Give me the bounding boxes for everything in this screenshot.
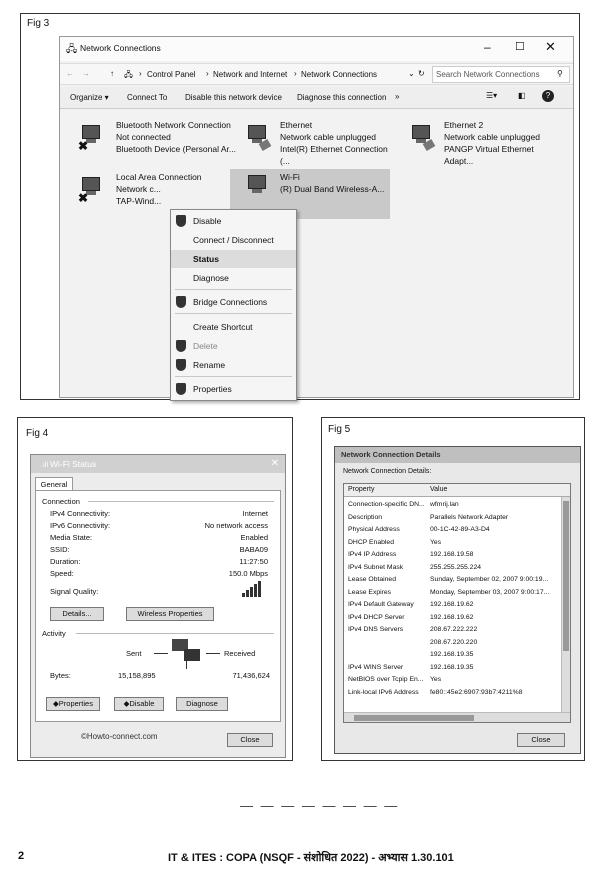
property-cell: IPv4 Default Gateway [348, 601, 414, 608]
property-cell: IPv4 WINS Server [348, 663, 404, 671]
menu-item-bridge-connections[interactable]: Bridge Connections [171, 293, 296, 311]
table-row[interactable] [344, 499, 570, 510]
value-cell: 192.168.19.35 [430, 663, 474, 671]
property-cell: Physical Address [348, 526, 400, 533]
details-button[interactable]: Details... [50, 607, 104, 621]
menu-item-disable[interactable]: Disable [171, 212, 296, 230]
figure-label: Fig 5 [328, 424, 351, 435]
menu-separator [175, 289, 292, 290]
value-cell: wfmrij.lan [430, 501, 459, 508]
menu-separator [175, 376, 292, 377]
bytes-sent: 15,158,895 [118, 671, 156, 680]
value-cell: 192.168.19.35 [430, 651, 474, 658]
tab-panel [35, 490, 281, 722]
wireless-properties-button[interactable]: Wireless Properties [126, 607, 214, 621]
shield-icon [176, 215, 186, 227]
close-button[interactable]: Close [227, 733, 273, 747]
close-icon[interactable]: ✕ [545, 39, 556, 54]
sent-label: Sent [126, 649, 142, 658]
bytes-received: 71,436,624 [232, 671, 270, 680]
shield-icon [176, 383, 186, 395]
control-panel-icon: 🖧 [124, 70, 133, 79]
property-cell: DHCP Enabled [348, 538, 394, 546]
view-options-icon[interactable]: ☰▾ [486, 91, 498, 100]
property-cell: IPv4 Subnet Mask [348, 563, 404, 571]
chevron-right-icon: › [294, 69, 297, 78]
network-computers-icon [172, 639, 202, 669]
connection-status: Network cable unplugged [444, 132, 540, 142]
figure-3 [20, 13, 580, 400]
breadcrumb-control-panel[interactable]: Control Panel [147, 70, 196, 79]
connect-to-button[interactable]: Connect To [127, 93, 168, 102]
divider [76, 633, 274, 634]
value-cell: 255.255.255.224 [430, 563, 482, 571]
property-cell: IPv4 IP Address [348, 551, 397, 558]
title-bar [60, 37, 573, 61]
table-row[interactable] [344, 674, 570, 685]
speed-value: 150.0 Mbps [228, 569, 268, 578]
bytes-label: Bytes: [50, 671, 71, 680]
title-bar [31, 455, 285, 473]
ipv4-value: Internet [242, 509, 268, 518]
table-row[interactable] [344, 587, 570, 598]
connection-device: Intel(R) Ethernet Connection (... [280, 144, 388, 166]
value-cell: Yes [430, 538, 442, 546]
organize-button[interactable]: Organize ▾ [70, 93, 109, 102]
table-row[interactable] [344, 624, 570, 635]
signal-bars-icon [242, 581, 262, 597]
close-icon[interactable]: ✕ [270, 458, 279, 469]
page-number: 2 [18, 850, 25, 862]
property-cell: Link-local IPv6 Address [348, 688, 419, 696]
duration-value: 11:27:50 [239, 557, 268, 566]
connection-device: (R) Dual Band Wireless-A... [280, 184, 385, 194]
vertical-scrollbar[interactable] [561, 497, 570, 712]
menu-item-properties[interactable]: Properties [171, 380, 296, 398]
more-button[interactable]: » [395, 92, 400, 101]
details-table [343, 483, 571, 723]
table-row[interactable] [344, 612, 570, 623]
figure-label: Fig 4 [26, 428, 49, 439]
connection-heading: Connection [42, 497, 80, 506]
ssid-label: SSID: [50, 545, 70, 554]
media-state-label: Media State: [50, 533, 93, 542]
shield-icon [176, 296, 186, 308]
close-button[interactable]: Close [517, 733, 565, 747]
menu-item-connect-disconnect[interactable]: Connect / Disconnect [193, 235, 274, 245]
property-cell: Lease Expires [348, 588, 392, 596]
properties-button[interactable]: ◆Properties [46, 697, 100, 711]
connection-name: Ethernet [280, 120, 313, 130]
breadcrumb-network-internet[interactable]: Network and Internet [213, 70, 288, 79]
figure-5 [321, 417, 585, 761]
menu-item-delete[interactable]: Delete [171, 337, 296, 355]
property-cell: NetBIOS over Tcpip En... [348, 676, 424, 683]
signal-icon: .ıll [41, 462, 50, 469]
table-header [344, 484, 570, 497]
value-cell: 00-1C-42-89-A3-D4 [430, 526, 490, 533]
diagnose-connection-button[interactable]: Diagnose this connection [297, 93, 387, 102]
table-row[interactable] [344, 649, 570, 660]
line [206, 653, 220, 654]
value-cell: Yes [430, 676, 442, 683]
table-row[interactable] [344, 662, 570, 673]
property-cell: Connection-specific DN... [348, 501, 425, 508]
refresh-icon[interactable]: ↻ [418, 69, 425, 78]
chevron-right-icon: › [139, 69, 142, 78]
network-adapter-icon [246, 125, 270, 153]
diagnose-button[interactable]: Diagnose [176, 697, 228, 711]
property-cell: Lease Obtained [348, 576, 396, 583]
figure-4 [17, 417, 293, 761]
toolbar [60, 87, 573, 109]
connection-status: Not connected [116, 132, 171, 142]
footer-text: IT & ITES : COPA (NSQF - संशोधित 2022) - अभ्यास 1.30.101 [168, 852, 454, 864]
network-adapter-icon: ✖ [80, 125, 104, 153]
scroll-thumb[interactable] [563, 501, 569, 651]
table-row[interactable] [344, 687, 570, 698]
ipv6-label: IPv6 Connectivity: [50, 521, 111, 530]
menu-item-create-shortcut[interactable]: Create Shortcut [193, 322, 253, 332]
table-row[interactable] [344, 524, 570, 535]
connection-status: Network cable unplugged [280, 132, 376, 142]
property-cell: IPv4 DNS Servers [348, 626, 404, 633]
watermark: ©Howto-connect.com [81, 732, 158, 741]
column-header-property[interactable]: Property [348, 486, 375, 493]
speed-label: Speed: [50, 569, 74, 578]
value-cell: Monday, September 03, 2007 9:00:17... [430, 588, 550, 596]
address-bar [60, 63, 573, 85]
network-connections-window [59, 36, 574, 398]
connection-status: Network c... [116, 184, 161, 194]
disable-device-button[interactable]: Disable this network device [185, 93, 282, 102]
window-title: Wi-Fi Status [49, 459, 97, 469]
line [154, 653, 168, 654]
value-cell: 208.67.220.220 [430, 638, 478, 646]
preview-pane-icon[interactable]: ◧ [518, 91, 526, 100]
connection-name: Bluetooth Network Connection [116, 120, 231, 130]
scroll-thumb[interactable] [354, 715, 474, 721]
section-separator: — — — — — — — — [240, 798, 400, 813]
table-row[interactable] [344, 599, 570, 610]
disable-button[interactable]: ◆Disable [114, 697, 164, 711]
search-placeholder: Search Network Connections [436, 70, 540, 79]
table-row[interactable] [344, 512, 570, 523]
forward-icon[interactable]: → [82, 69, 90, 78]
value-cell: Sunday, September 02, 2007 9:00:19... [430, 576, 549, 583]
signal-quality-label: Signal Quality: [50, 587, 99, 596]
shield-icon [176, 340, 186, 352]
table-row[interactable] [344, 637, 570, 648]
shield-icon: ◆ [123, 699, 130, 708]
media-state-value: Enabled [240, 533, 268, 542]
connection-device: Bluetooth Device (Personal Ar... [116, 144, 237, 154]
connection-name: Ethernet 2 [444, 120, 484, 130]
shield-icon: ◆ [53, 699, 59, 708]
figure-label: Fig 3 [27, 18, 50, 29]
table-row[interactable] [344, 549, 570, 560]
network-adapter-icon [410, 125, 434, 153]
maximize-icon[interactable]: ☐ [515, 41, 525, 53]
ipv6-value: No network access [204, 521, 268, 530]
received-label: Received [224, 649, 256, 658]
breadcrumb-network-connections[interactable]: Network Connections [301, 70, 378, 79]
value-cell: 192.168.19.62 [430, 601, 474, 608]
menu-item-status[interactable]: Status [171, 250, 296, 268]
table-row[interactable] [344, 537, 570, 548]
ipv4-label: IPv4 Connectivity: [50, 509, 111, 518]
duration-label: Duration: [50, 557, 81, 566]
connection-device: PANGP Virtual Ethernet Adapt... [444, 144, 534, 166]
activity-heading: Activity [42, 629, 66, 638]
horizontal-scrollbar[interactable] [344, 712, 570, 722]
ssid-value: BABA09 [239, 545, 268, 554]
shield-icon [176, 359, 186, 371]
dropdown-icon[interactable]: ⌄ [408, 69, 415, 78]
menu-item-rename[interactable]: Rename [171, 356, 296, 374]
search-input[interactable] [432, 66, 570, 83]
network-icon: 🖧 [66, 44, 78, 55]
minimize-icon[interactable]: – [484, 40, 491, 54]
wifi-adapter-icon [246, 175, 270, 203]
value-cell: 192.168.19.62 [430, 613, 474, 621]
divider [88, 501, 274, 502]
table-row[interactable] [344, 574, 570, 585]
menu-separator [175, 313, 292, 314]
window-title: Network Connection Details [335, 447, 580, 463]
property-cell: IPv4 DHCP Server [348, 613, 405, 621]
help-icon[interactable]: ? [542, 90, 554, 102]
search-icon[interactable]: ⚲ [557, 69, 563, 78]
tab-general[interactable]: General [35, 477, 73, 491]
value-cell: Parallels Network Adapter [430, 513, 509, 521]
value-cell: 208.67.222.222 [430, 626, 478, 633]
chevron-right-icon: › [206, 69, 209, 78]
property-cell: Description [348, 513, 382, 521]
value-cell: fe80::45e2:6907:93b7:4211%8 [430, 688, 523, 696]
table-row[interactable] [344, 562, 570, 573]
network-connection-details-window [334, 446, 581, 754]
column-header-value[interactable]: Value [430, 486, 448, 493]
network-adapter-icon: ✖ [80, 177, 104, 205]
details-subheading: Network Connection Details: [343, 468, 432, 475]
context-menu [170, 209, 297, 401]
value-cell: 192.168.19.58 [430, 551, 474, 558]
back-icon[interactable]: ← [66, 69, 74, 78]
menu-item-diagnose[interactable]: Diagnose [193, 273, 229, 283]
connection-name: Local Area Connection [116, 172, 202, 182]
connection-name: Wi-Fi [280, 172, 300, 182]
up-icon[interactable]: ↑ [110, 69, 114, 78]
connection-device: TAP-Wind... [116, 196, 162, 206]
window-title: Network Connections [80, 43, 161, 53]
wifi-status-window [30, 454, 286, 758]
